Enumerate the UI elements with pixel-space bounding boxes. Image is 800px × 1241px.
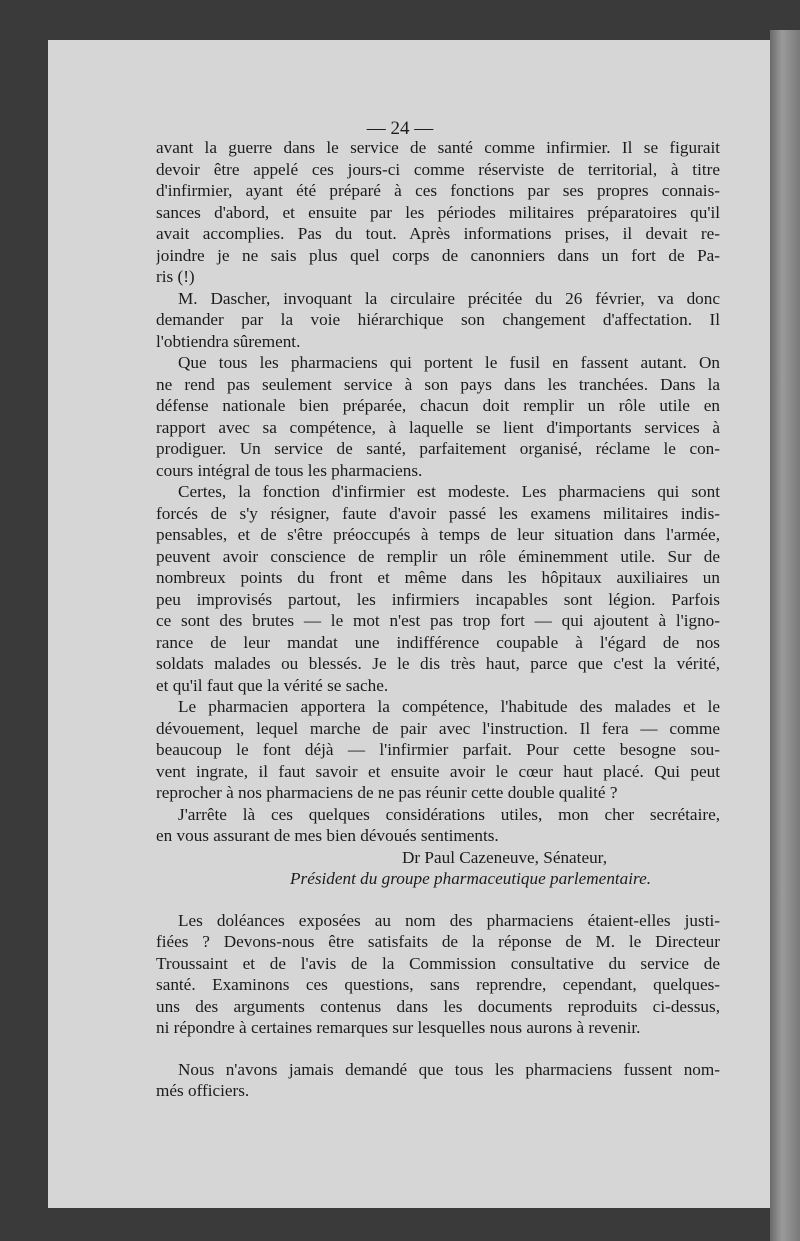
text-line: ne rend pas seulement service à son pays dans les tranchées. Dans la xyxy=(156,374,720,394)
text-line: ris (!) xyxy=(156,267,195,286)
text-line: J'arrête là ces quelques considérations utiles, mon cher secrétaire, xyxy=(178,804,720,824)
text-line: dévouement, lequel marche de pair avec l'instruction. Il fera — comme xyxy=(156,718,720,738)
text-line: avait accomplies. Pas du tout. Après informations prises, il devait re- xyxy=(156,224,720,243)
text-line: et qu'il faut que la vérité se sache. xyxy=(156,675,389,695)
signature xyxy=(156,847,720,890)
text-line: soldats malades ou blessés. Je le dis très haut, parce que c'est la vérité, xyxy=(156,654,720,673)
text-line: d'infirmier, ayant été préparé à ces fonctions par ses propres connais- xyxy=(156,181,720,200)
body-text xyxy=(156,137,720,1102)
text-line: rapport avec sa compétence, à laquelle se lient d'importants services à xyxy=(156,417,720,437)
text-line: peu improvisés partout, les infirmiers incapables sont légion. Parfois xyxy=(156,589,720,609)
text-line: demander par la voie hiérarchique son changement d'affectation. Il xyxy=(156,310,720,329)
text-line: Nous n'avons jamais demandé que tous les pharmaciens fussent nom- xyxy=(178,1059,720,1079)
text-line: vent ingrate, il faut savoir et ensuite avoir le cœur haut placé. Qui peut xyxy=(156,761,720,781)
text-line: reprocher à nos pharmaciens de ne pas réunir cette double qualité ? xyxy=(156,783,618,802)
paragraph-5 xyxy=(156,696,720,804)
text-line: en vous assurant de mes bien dévoués sentiments. xyxy=(156,826,499,845)
text-line: M. Dascher, invoquant la circulaire précitée du 26 février, va donc xyxy=(178,288,720,308)
section-gap xyxy=(156,1039,720,1059)
signature-name: Dr Paul Cazeneuve, Sénateur, xyxy=(402,847,608,867)
text-line: forcés de s'y résigner, faute d'avoir passé les examens militaires indis- xyxy=(156,503,720,523)
paragraph-3 xyxy=(156,352,720,481)
paragraph-8 xyxy=(156,1059,720,1102)
page-number: — 24 — xyxy=(366,118,434,139)
text-line: défense nationale bien préparée, chacun doit remplir un rôle utile en xyxy=(156,396,720,415)
text-line: Certes, la fonction d'infirmier est modeste. Les pharmaciens qui sont xyxy=(178,482,720,501)
text-line: Troussaint et de l'avis de la Commission consultative du service de xyxy=(156,953,720,973)
text-line: pensables, et de s'être préoccupés à temps de leur situation dans l'armée, xyxy=(156,525,720,544)
text-line: nombreux points du front et même dans les hôpitaux auxiliaires un xyxy=(156,568,720,587)
text-line: Que tous les pharmaciens qui portent le fusil en fassent autant. On xyxy=(178,353,720,372)
text-line: joindre je ne sais plus quel corps de canonniers dans un fort de Pa- xyxy=(156,245,720,265)
text-line: l'obtiendra sûrement. xyxy=(156,331,301,351)
text-line: cours intégral de tous les pharmaciens. xyxy=(156,460,423,480)
text-line: Le pharmacien apportera la compétence, l'habitude des malades et le xyxy=(178,697,720,716)
paragraph-1 xyxy=(156,137,720,288)
text-line: beaucoup le font déjà — l'infirmier parfait. Pour cette besogne sou- xyxy=(156,740,720,759)
text-line: Les doléances exposées au nom des pharmaciens étaient-elles justi- xyxy=(178,910,720,930)
paragraph-7 xyxy=(156,910,720,1039)
text-line: peuvent avoir conscience de remplir un rôle éminemment utile. Sur de xyxy=(156,546,720,566)
text-line: prodiguer. Un service de santé, parfaitement organisé, réclame le con- xyxy=(156,439,720,458)
text-line: rance de leur mandat une indifférence coupable à l'égard de nos xyxy=(156,632,720,652)
page-edge xyxy=(770,30,800,1241)
signature-title: Président du groupe pharmaceutique parlementaire. xyxy=(290,869,652,888)
text-line: avant la guerre dans le service de santé comme infirmier. Il se figurait xyxy=(156,138,720,157)
text-line: devoir être appelé ces jours-ci comme réserviste de territorial, à titre xyxy=(156,159,720,179)
text-line: més officiers. xyxy=(156,1081,250,1100)
paragraph-2 xyxy=(156,288,720,353)
section-gap xyxy=(156,890,720,910)
text-line: uns des arguments contenus dans les documents reproduits ci-dessus, xyxy=(156,996,720,1016)
paragraph-4 xyxy=(156,481,720,696)
paragraph-6 xyxy=(156,804,720,847)
text-line: sances d'abord, et ensuite par les périodes militaires préparatoires qu'il xyxy=(156,202,720,222)
text-line: ce sont des brutes — le mot n'est pas trop fort — qui ajoutent à l'igno- xyxy=(156,611,720,630)
text-line: fiées ? Devons-nous être satisfaits de la réponse de M. le Directeur xyxy=(156,932,720,951)
text-line: santé. Examinons ces questions, sans reprendre, cependant, quelques- xyxy=(156,975,720,994)
text-line: ni répondre à certaines remarques sur lesquelles nous aurons à revenir. xyxy=(156,1018,641,1037)
